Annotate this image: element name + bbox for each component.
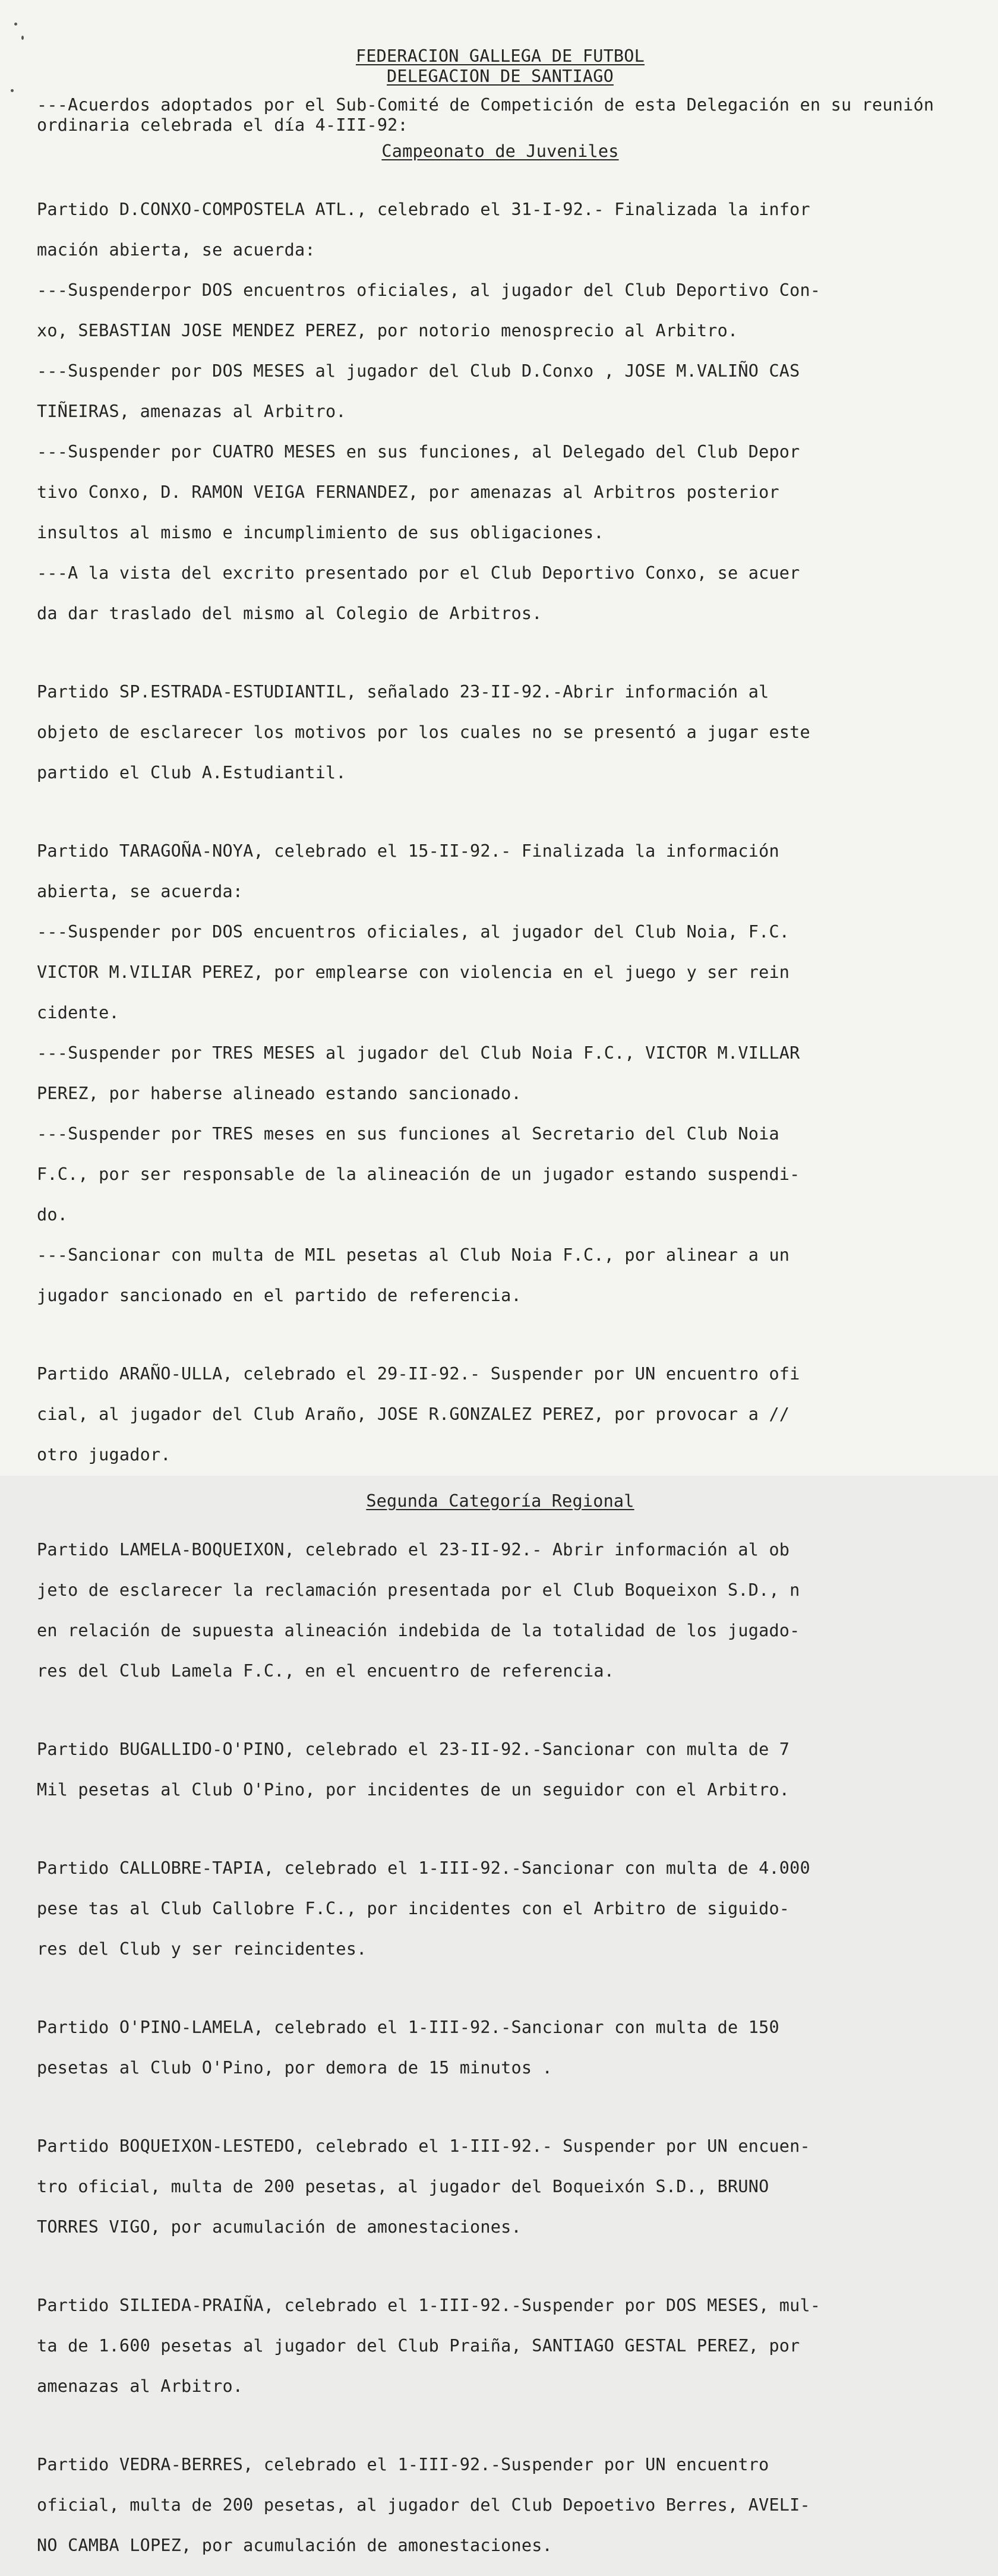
entry-line: Partido ARAÑO-ULLA, celebrado el 29-II-92.- Suspender por UN encuentro ofi [37, 1364, 800, 1384]
match-entry [37, 662, 964, 803]
entry-line: objeto de esclarecer los motivos por los cuales no se presentó a jugar este [37, 722, 810, 742]
entry-line: otro jugador. [37, 1445, 171, 1464]
entry-line: Partido BUGALLIDO-O'PINO, celebrado el 23-II-92.-Sancionar con multa de 7 [37, 1740, 790, 1759]
entry-line: Partido O'PINO-LAMELA, celebrado el 1-III-92.-Sancionar con multa de 150 [37, 2018, 779, 2037]
match-entry [37, 1997, 964, 2098]
entry-line: tro oficial, multa de 200 pesetas, al jugador del Boqueixón S.D., BRUNO [37, 2177, 769, 2196]
entry-line: cial, al jugador del Club Araño, JOSE R.GONZALEZ PEREZ, por provocar a // [37, 1404, 790, 1424]
match-entry [37, 2116, 964, 2258]
match-entry [37, 1344, 964, 1485]
delegation-heading: DELEGACION DE SANTIAGO [387, 67, 614, 86]
margin-speck [14, 23, 17, 26]
entry-line: ---Suspender por TRES meses en sus funciones al Secretario del Club Noia [37, 1124, 779, 1144]
entry-line: NO CAMBA LOPEZ, por acumulación de amonestaciones. [37, 2536, 552, 2555]
match-entry [37, 1719, 964, 1820]
entry-line: do. [37, 1205, 68, 1224]
entry-line: pesetas al Club O'Pino, por demora de 15 minutos . [37, 2058, 552, 2078]
section-title-segunda-regional: Segunda Categoría Regional [366, 1491, 634, 1511]
entry-line: ---Sancionar con multa de MIL pesetas al Club Noia F.C., por alinear a un [37, 1245, 790, 1265]
entry-line: ---Suspender por TRES MESES al jugador del Club Noia F.C., VICTOR M.VILLAR [37, 1043, 800, 1063]
entry-line: ---A la vista del excrito presentado por el Club Deportivo Conxo, se acuer [37, 563, 800, 583]
entry-line: oficial, multa de 200 pesetas, al jugador del Club Depoetivo Berres, AVELI- [37, 2495, 810, 2515]
entry-line: TIÑEIRAS, amenazas al Arbitro. [37, 402, 346, 421]
match-entry [37, 1520, 964, 1701]
entry-line: en relación de supuesta alineación indebida de la totalidad de los jugado- [37, 1621, 800, 1640]
entry-line: jeto de esclarecer la reclamación presentada por el Club Boqueixon S.D., n [37, 1580, 800, 1600]
entry-line: partido el Club A.Estudiantil. [37, 763, 346, 782]
match-entry [37, 1838, 964, 1980]
entry-line: jugador sancionado en el partido de referencia. [37, 1286, 522, 1305]
entry-line: cidente. [37, 1003, 119, 1022]
section-title-juveniles: Campeonato de Juveniles [381, 141, 619, 161]
entry-line: Partido SP.ESTRADA-ESTUDIANTIL, señalado 23-II-92.-Abrir información al [37, 682, 769, 702]
entry-line: ---Suspender por DOS MESES al jugador del Club D.Conxo , JOSE M.VALIÑO CAS [37, 361, 800, 381]
match-entry [37, 2275, 964, 2417]
entry-line: res del Club Lamela F.C., en el encuentro de referencia. [37, 1661, 615, 1681]
entry-line: pese tas al Club Callobre F.C., por incidentes con el Arbitro de siguido- [37, 1899, 790, 1918]
entry-line: Mil pesetas al Club O'Pino, por incidentes de un seguidor con el Arbitro. [37, 1780, 790, 1800]
entry-line: Partido LAMELA-BOQUEIXON, celebrado el 23-II-92.- Abrir información al ob [37, 1540, 790, 1560]
entry-line: xo, SEBASTIAN JOSE MENDEZ PEREZ, por notorio menosprecio al Arbitro. [37, 321, 738, 340]
document-body [37, 46, 964, 2576]
entry-line: ---Suspender por CUATRO MESES en sus funciones, al Delegado del Club Depor [37, 442, 800, 462]
entry-line: insultos al mismo e incumplimiento de sus obligaciones. [37, 523, 604, 542]
margin-speck [11, 89, 14, 92]
entry-line: Partido CALLOBRE-TAPIA, celebrado el 1-III-92.-Sancionar con multa de 4.000 [37, 1858, 810, 1878]
entry-line: abierta, se acuerda: [37, 882, 244, 901]
entry-line: res del Club y ser reincidentes. [37, 1939, 367, 1959]
intro-paragraph [37, 95, 964, 135]
intro-line: en su reunión ordinaria celebrada el día 4-III-92: [37, 95, 934, 135]
entry-line: Partido SILIEDA-PRAIÑA, celebrado el 1-III-92.-Suspender por DOS MESES, mul- [37, 2296, 821, 2315]
entry-line: Partido VEDRA-BERRES, celebrado el 1-III-92.-Suspender por UN encuentro [37, 2455, 769, 2474]
entry-line: F.C., por ser responsable de la alineación de un jugador estando suspendi- [37, 1164, 800, 1184]
entry-line: Partido D.CONXO-COMPOSTELA ATL., celebrado el 31-I-92.- Finalizada la infor [37, 200, 810, 219]
intro-line: ---Acuerdos adoptados por el Sub-Comité de Competición de esta Delegación [37, 95, 790, 115]
entry-line: mación abierta, se acuerda: [37, 240, 315, 260]
entry-line: amenazas al Arbitro. [37, 2376, 244, 2396]
entry-line: tivo Conxo, D. RAMON VEIGA FERNANDEZ, por amenazas al Arbitros posterior [37, 482, 779, 502]
entry-line: ---Suspender por DOS encuentros oficiales, al jugador del Club Noia, F.C. [37, 922, 790, 942]
margin-speck [21, 36, 24, 40]
match-entry [37, 821, 964, 1326]
entry-line: da dar traslado del mismo al Colegio de Arbitros. [37, 604, 542, 623]
entry-line: PEREZ, por haberse alineado estando sancionado. [37, 1084, 522, 1103]
match-entry [37, 179, 964, 644]
match-entry [37, 2435, 964, 2576]
entry-line: ta de 1.600 pesetas al jugador del Club Praiña, SANTIAGO GESTAL PEREZ, por [37, 2336, 800, 2356]
entry-line: ---Suspenderpor DOS encuentros oficiales, al jugador del Club Deportivo Con- [37, 280, 821, 300]
entry-line: Partido BOQUEIXON-LESTEDO, celebrado el 1-III-92.- Suspender por UN encuen- [37, 2136, 810, 2156]
entry-line: VICTOR M.VILIAR PEREZ, por emplearse con violencia en el juego y ser rein [37, 962, 790, 982]
entry-line: TORRES VIGO, por acumulación de amonestaciones. [37, 2217, 522, 2237]
org-heading: FEDERACION GALLEGA DE FUTBOL [355, 46, 645, 66]
entry-line: Partido TARAGOÑA-NOYA, celebrado el 15-II-92.- Finalizada la información [37, 841, 779, 861]
